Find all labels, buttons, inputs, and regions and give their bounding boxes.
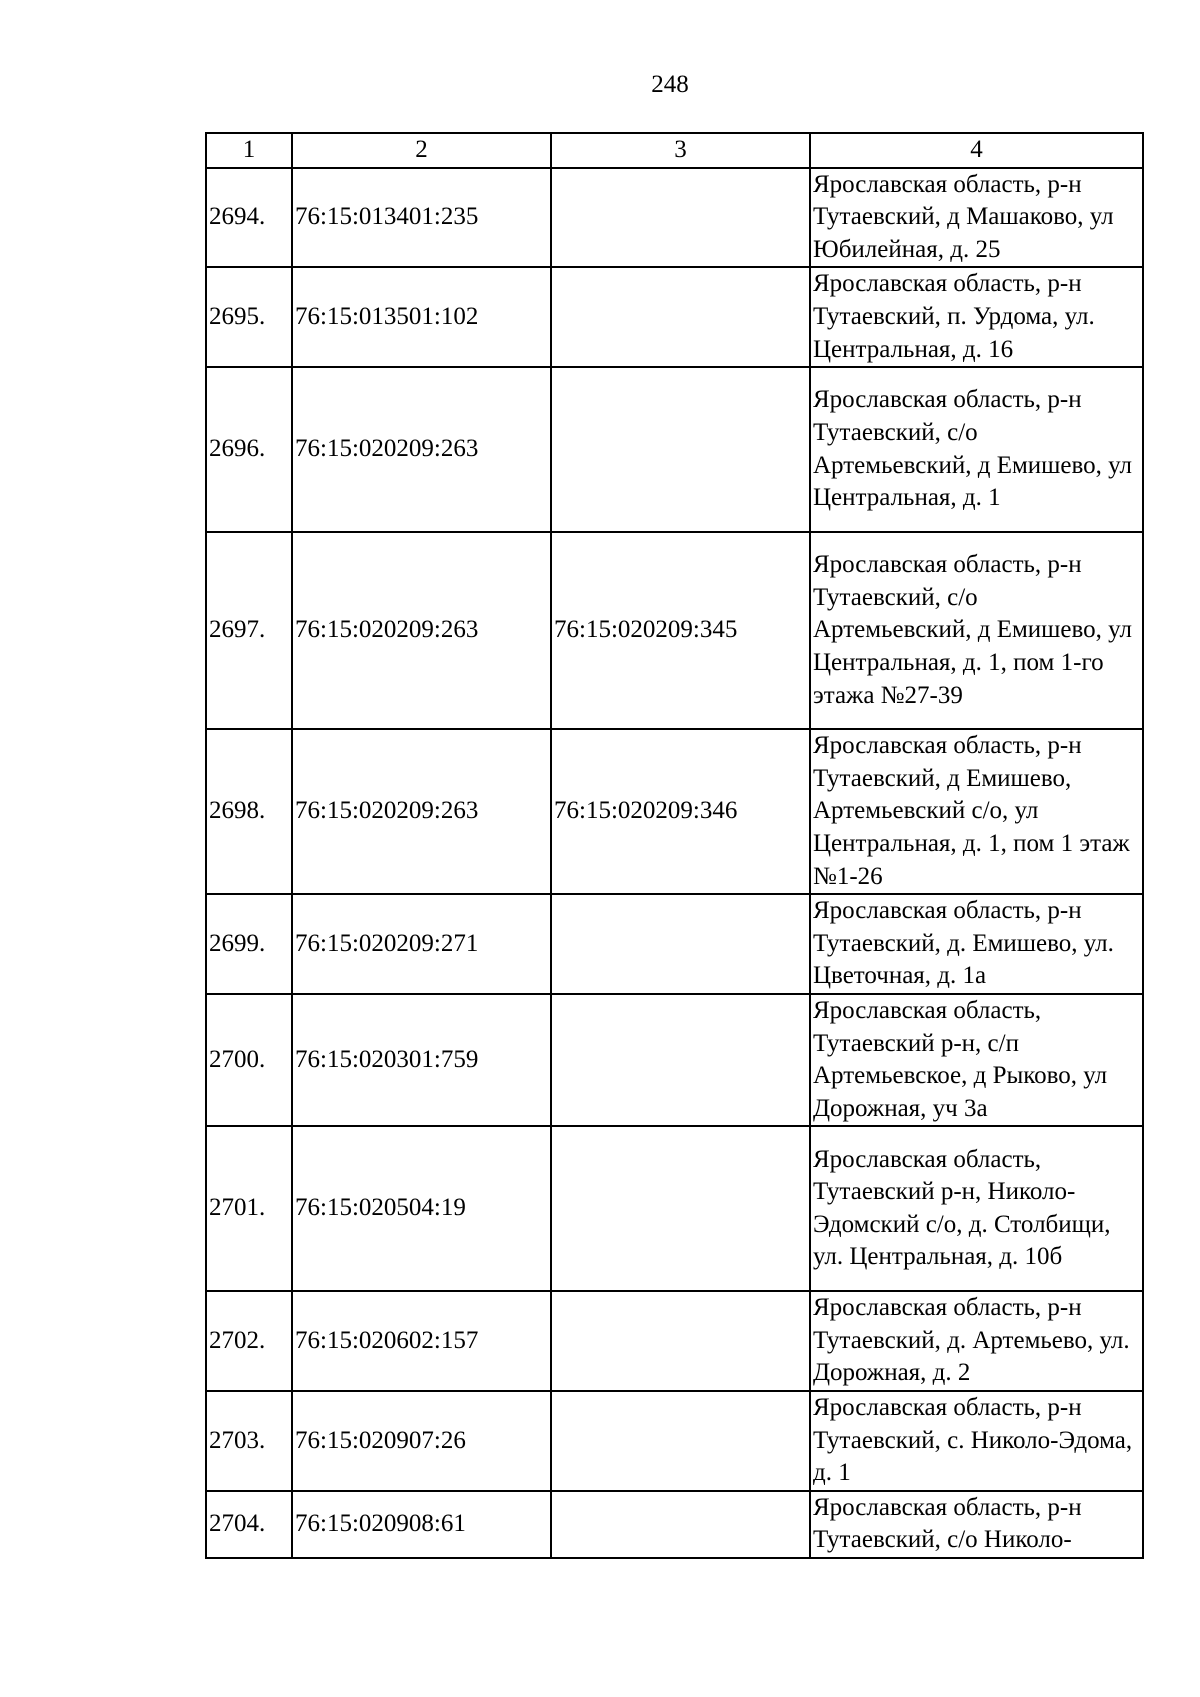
row-number: 2703. <box>206 1391 292 1491</box>
cadastral-number: 76:15:013501:102 <box>292 267 551 367</box>
table-row <box>206 267 1143 367</box>
registry-table <box>205 132 1144 1559</box>
cadastral-number-secondary <box>551 1126 810 1291</box>
cadastral-number: 76:15:020209:263 <box>292 532 551 729</box>
address: Ярославская область, р-н Тутаевский, п. Урдома, ул. Центральная, д. 16 <box>810 267 1143 367</box>
cadastral-number: 76:15:020209:271 <box>292 894 551 994</box>
address: Ярославская область, р-н Тутаевский, д. Емишево, ул. Цветочная, д. 1а <box>810 894 1143 994</box>
cadastral-number-secondary: 76:15:020209:345 <box>551 532 810 729</box>
cadastral-number-secondary <box>551 1491 810 1558</box>
row-number: 2696. <box>206 367 292 532</box>
table-row <box>206 729 1143 894</box>
cadastral-number: 76:15:020907:26 <box>292 1391 551 1491</box>
cadastral-number-secondary <box>551 367 810 532</box>
row-number: 2697. <box>206 532 292 729</box>
cadastral-number: 76:15:020301:759 <box>292 994 551 1126</box>
row-number: 2704. <box>206 1491 292 1558</box>
table-row <box>206 1391 1143 1491</box>
cadastral-number-secondary <box>551 1291 810 1391</box>
table-row <box>206 367 1143 532</box>
table-row <box>206 994 1143 1126</box>
row-number: 2700. <box>206 994 292 1126</box>
page-number: 248 <box>651 71 689 98</box>
table-row <box>206 532 1143 729</box>
address: Ярославская область, р-н Тутаевский, с/о Артемьевский, д Емишево, ул Центральная, д. 1, пом 1-го этажа №27-39 <box>810 532 1143 729</box>
cadastral-number: 76:15:020209:263 <box>292 367 551 532</box>
cadastral-number: 76:15:020504:19 <box>292 1126 551 1291</box>
column-header: 3 <box>551 133 810 168</box>
table-row <box>206 1126 1143 1291</box>
column-header: 1 <box>206 133 292 168</box>
cadastral-number-secondary: 76:15:020209:346 <box>551 729 810 894</box>
cadastral-number-secondary <box>551 168 810 268</box>
table-row <box>206 894 1143 994</box>
address: Ярославская область, Тутаевский р-н, Николо-Эдомский с/о, д. Столбищи, ул. Центральная, д. 10б <box>810 1126 1143 1291</box>
cadastral-number-secondary <box>551 267 810 367</box>
cadastral-number-secondary <box>551 994 810 1126</box>
table-row <box>206 168 1143 268</box>
table-row <box>206 1491 1143 1558</box>
row-number: 2699. <box>206 894 292 994</box>
address: Ярославская область, Тутаевский р-н, с/п Артемьевское, д Рыково, ул Дорожная, уч 3а <box>810 994 1143 1126</box>
row-number: 2694. <box>206 168 292 268</box>
row-number: 2701. <box>206 1126 292 1291</box>
cadastral-number: 76:15:013401:235 <box>292 168 551 268</box>
cadastral-number: 76:15:020908:61 <box>292 1491 551 1558</box>
cadastral-number-secondary <box>551 894 810 994</box>
column-header: 4 <box>810 133 1143 168</box>
table-row <box>206 1291 1143 1391</box>
address: Ярославская область, р-н Тутаевский, с. Николо-Эдома, д. 1 <box>810 1391 1143 1491</box>
table-body <box>206 168 1143 1558</box>
cadastral-number-secondary <box>551 1391 810 1491</box>
row-number: 2702. <box>206 1291 292 1391</box>
address: Ярославская область, р-н Тутаевский, д Емишево, Артемьевский с/о, ул Центральная, д. 1, пом 1 этаж №1-26 <box>810 729 1143 894</box>
address: Ярославская область, р-н Тутаевский, д. Артемьево, ул. Дорожная, д. 2 <box>810 1291 1143 1391</box>
address: Ярославская область, р-н Тутаевский, с/о Николо- <box>810 1491 1143 1558</box>
table-header-row <box>206 133 1143 168</box>
cadastral-number: 76:15:020602:157 <box>292 1291 551 1391</box>
row-number: 2698. <box>206 729 292 894</box>
address: Ярославская область, р-н Тутаевский, д Машаково, ул Юбилейная, д. 25 <box>810 168 1143 268</box>
row-number: 2695. <box>206 267 292 367</box>
column-header: 2 <box>292 133 551 168</box>
address: Ярославская область, р-н Тутаевский, с/о Артемьевский, д Емишево, ул Центральная, д. 1 <box>810 367 1143 532</box>
cadastral-number: 76:15:020209:263 <box>292 729 551 894</box>
